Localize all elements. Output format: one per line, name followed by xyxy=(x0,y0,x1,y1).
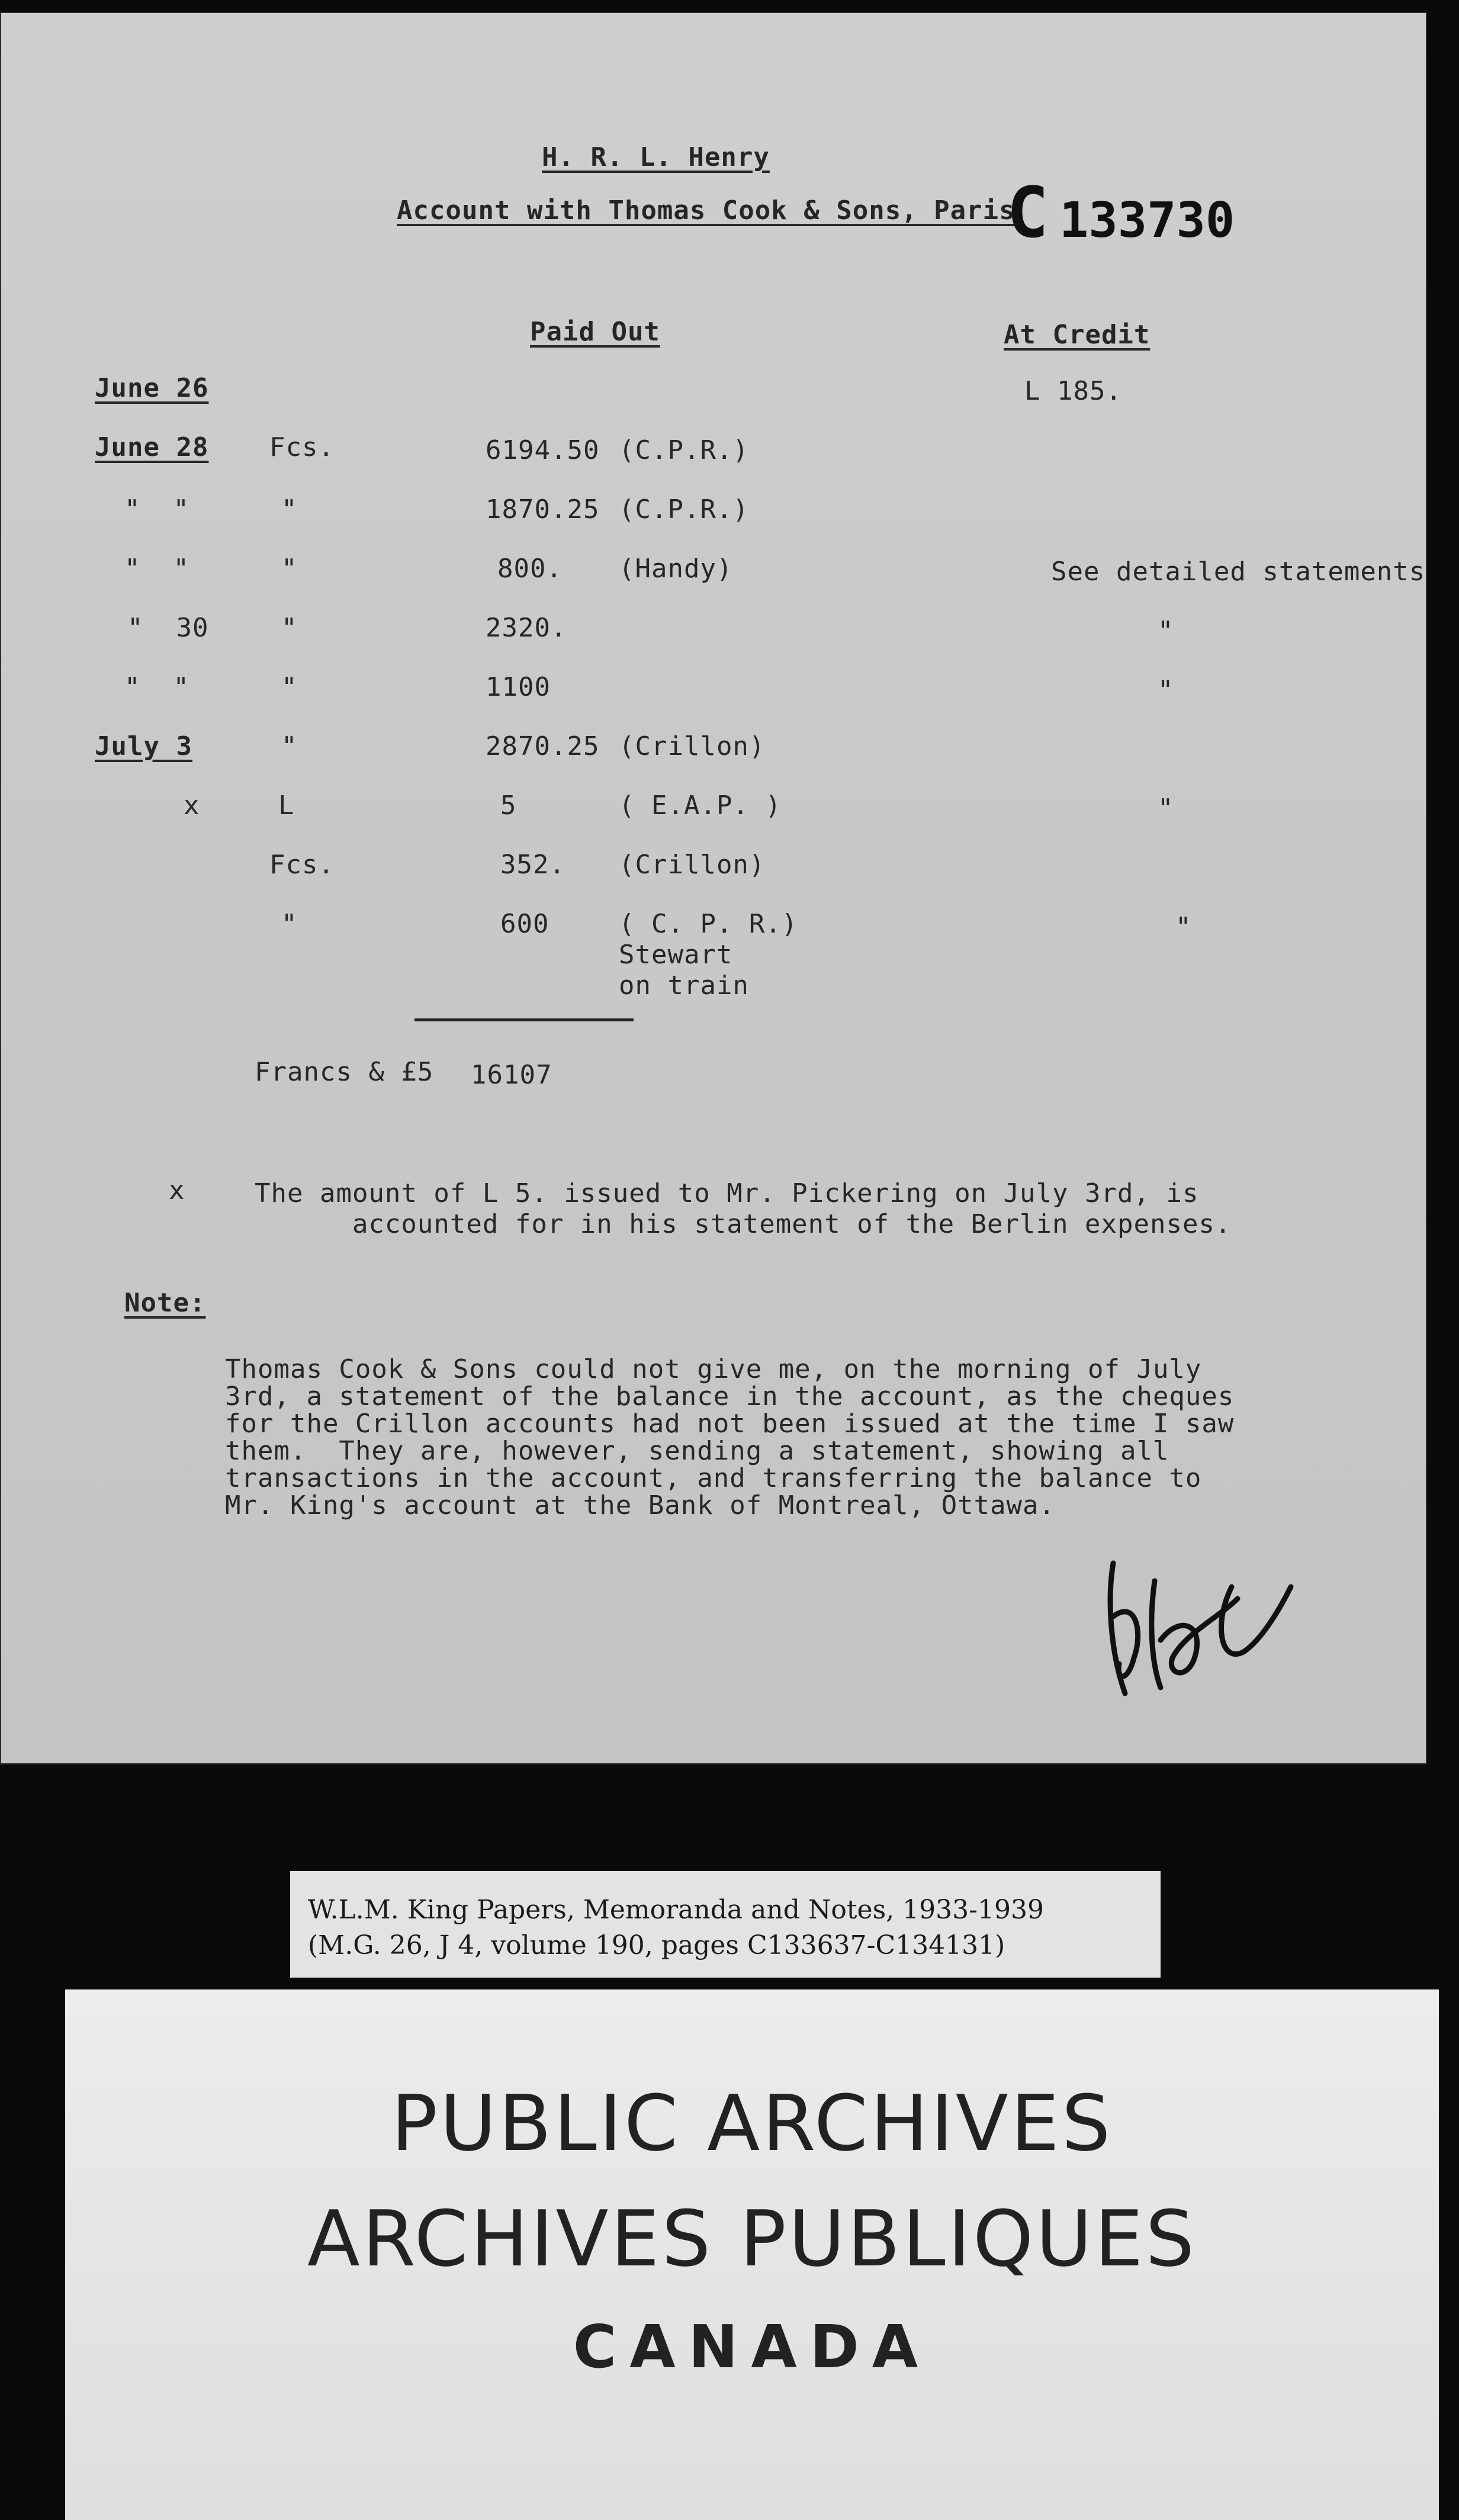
row-credit: L 185. xyxy=(1024,376,1122,406)
row-note: (C.P.R.) xyxy=(619,494,749,525)
row-note: (Crillon) xyxy=(619,731,766,761)
row-unit: Fcs. xyxy=(269,850,335,880)
note-heading: Note: xyxy=(124,1288,206,1318)
row-unit: " xyxy=(281,909,298,939)
row-note: (Handy) xyxy=(619,554,733,584)
row-amount: 600 xyxy=(500,909,549,939)
footnote-marker: x xyxy=(169,1175,185,1206)
row-unit: Fcs. xyxy=(269,432,335,462)
footnote-text: The amount of L 5. issued to Mr. Pickering on July 3rd, is accounted for in his statement of the Berlin expenses. xyxy=(255,1178,1232,1239)
row-unit: " xyxy=(281,731,298,761)
column-header-at-credit: At Credit xyxy=(1004,320,1151,350)
row-date: June 28 xyxy=(95,432,209,462)
archive-reference-line-1: W.L.M. King Papers, Memoranda and Notes, 1933-1939 xyxy=(308,1895,1044,1925)
row-note: ( C. P. R.) Stewart on train xyxy=(619,909,798,1001)
row-credit: See detailed statements xyxy=(1051,557,1426,587)
row-credit: " xyxy=(1158,675,1174,705)
row-amount: 1100 xyxy=(486,672,551,702)
row-credit: " xyxy=(1158,793,1174,824)
row-note: ( E.A.P. ) xyxy=(619,790,782,821)
row-date: " 30 xyxy=(127,613,209,643)
archive-card-country: CANADA xyxy=(573,2312,931,2381)
total-label: Francs & £5 xyxy=(255,1057,434,1087)
row-amount: 2870.25 xyxy=(486,731,600,761)
memo-page xyxy=(0,12,1427,1764)
row-unit: L xyxy=(278,790,295,821)
row-amount: 5 xyxy=(500,790,517,821)
row-amount: 800. xyxy=(497,554,563,584)
row-note: (Crillon) xyxy=(619,850,766,880)
row-amount: 6194.50 xyxy=(486,435,600,465)
row-credit: " xyxy=(1158,616,1174,646)
memo-account-title: Account with Thomas Cook & Sons, Paris xyxy=(397,195,1015,226)
note-body: Thomas Cook & Sons could not give me, on the morning of July 3rd, a statement of the balance in the account, as the cheques for the Crillon accounts had not been issued at the time I saw them. They are, however, sending a statement, showing all transactions in the account, and transferring the balance to Mr. King's account at the Bank of Montreal, Ottawa. xyxy=(225,1354,1235,1521)
public-archives-card xyxy=(65,1989,1439,2520)
row-marker: x xyxy=(184,790,200,821)
row-date: " " xyxy=(124,672,189,702)
memo-name: H. R. L. Henry xyxy=(542,142,770,172)
row-note: (C.P.R.) xyxy=(619,435,749,465)
total-amount: 16107 xyxy=(471,1060,552,1090)
row-unit: " xyxy=(281,554,298,584)
archive-reference-line-2: (M.G. 26, J 4, volume 190, pages C133637-C134131) xyxy=(308,1930,1005,1960)
total-rule xyxy=(414,1018,634,1021)
row-unit: " xyxy=(281,494,298,525)
column-header-paid-out: Paid Out xyxy=(530,317,660,347)
row-date: June 26 xyxy=(95,373,209,403)
archive-card-title-french: ARCHIVES PUBLIQUES xyxy=(307,2194,1197,2284)
row-date: " " xyxy=(124,494,189,525)
row-unit: " xyxy=(281,672,298,702)
document-number-value: 133730 xyxy=(1059,192,1235,249)
row-unit: " xyxy=(281,613,298,643)
document-number-prefix: C xyxy=(1007,172,1049,253)
archive-reference-label xyxy=(290,1871,1161,1978)
row-amount: 1870.25 xyxy=(486,494,600,525)
row-amount: 352. xyxy=(500,850,565,880)
row-date: July 3 xyxy=(95,731,192,761)
archive-card-title-english: PUBLIC ARCHIVES xyxy=(391,2078,1113,2168)
handwritten-initials xyxy=(1101,1545,1297,1711)
document-number xyxy=(1007,172,1235,253)
row-date: " " xyxy=(124,554,189,584)
row-credit: " xyxy=(1175,912,1192,942)
row-amount: 2320. xyxy=(486,613,567,643)
